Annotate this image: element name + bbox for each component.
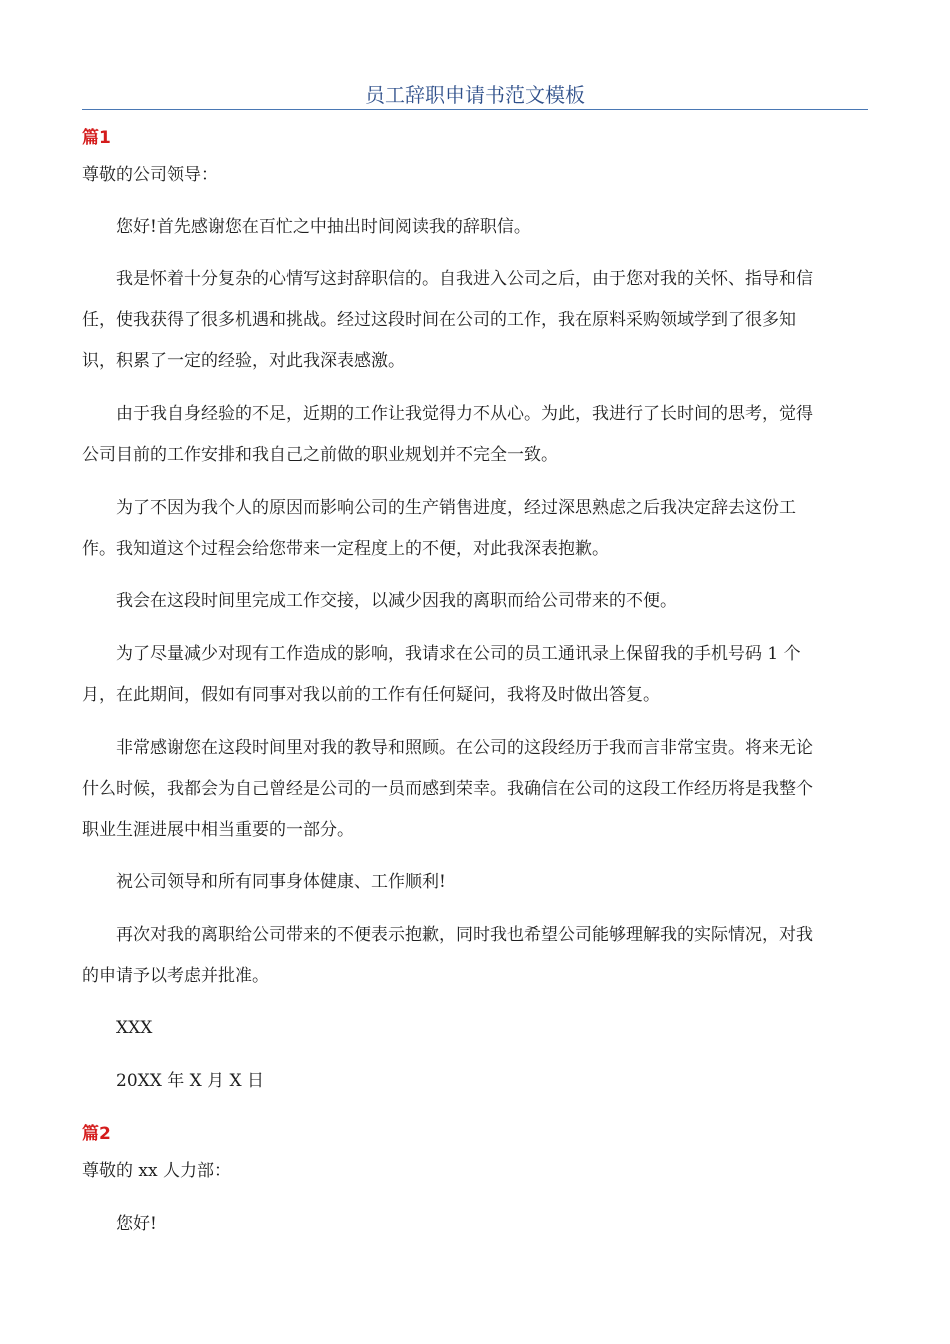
- salutation-1: 尊敬的公司领导：: [82, 165, 218, 185]
- paragraph-line: 识，积累了一定的经验，对此我深表感激。: [82, 351, 405, 371]
- document-title: 员工辞职申请书范文模板: [365, 83, 585, 107]
- signature-name: XXX: [116, 1018, 153, 1038]
- paragraph-line: 作。我知道这个过程会给您带来一定程度上的不便，对此我深表抱歉。: [82, 539, 609, 559]
- signature-date: 20XX 年 X 月 X 日: [116, 1071, 265, 1091]
- paragraph-line: 为了尽量减少对现有工作造成的影响，我请求在公司的员工通讯录上保留我的手机号码 1 个: [116, 644, 801, 664]
- paragraph-line: 由于我自身经验的不足，近期的工作让我觉得力不从心。为此，我进行了长时间的思考，觉得: [116, 404, 813, 424]
- section-heading-1: 篇1: [82, 128, 111, 148]
- paragraph-line: 为了不因为我个人的原因而影响公司的生产销售进度，经过深思熟虑之后我决定辞去这份工: [116, 498, 796, 518]
- title-divider: [82, 109, 868, 110]
- paragraph-line: 再次对我的离职给公司带来的不便表示抱歉，同时我也希望公司能够理解我的实际情况，对我: [116, 925, 813, 945]
- paragraph-line: 什么时候，我都会为自己曾经是公司的一员而感到荣幸。我确信在公司的这段工作经历将是我整个: [82, 779, 813, 799]
- paragraph-line: 的申请予以考虑并批准。: [82, 966, 269, 986]
- paragraph-line: 职业生涯进展中相当重要的一部分。: [82, 820, 354, 840]
- paragraph-line: 非常感谢您在这段时间里对我的教导和照顾。在公司的这段经历于我而言非常宝贵。将来无论: [116, 738, 813, 758]
- section-heading-2: 篇2: [82, 1124, 111, 1144]
- paragraph-line: 我是怀着十分复杂的心情写这封辞职信的。自我进入公司之后，由于您对我的关怀、指导和信: [116, 269, 813, 289]
- paragraph-line: 公司目前的工作安排和我自己之前做的职业规划并不完全一致。: [82, 445, 558, 465]
- paragraph-line: 您好!: [116, 1214, 157, 1234]
- paragraph-line: 月，在此期间，假如有同事对我以前的工作有任何疑问，我将及时做出答复。: [82, 685, 660, 705]
- paragraph-line: 我会在这段时间里完成工作交接，以减少因我的离职而给公司带来的不便。: [116, 591, 677, 611]
- paragraph-line: 您好!首先感谢您在百忙之中抽出时间阅读我的辞职信。: [116, 217, 531, 237]
- salutation-2: 尊敬的 xx 人力部：: [82, 1161, 231, 1181]
- paragraph-line: 祝公司领导和所有同事身体健康、工作顺利!: [116, 872, 446, 892]
- paragraph-line: 任，使我获得了很多机遇和挑战。经过这段时间在公司的工作，我在原料采购领域学到了很多知: [82, 310, 796, 330]
